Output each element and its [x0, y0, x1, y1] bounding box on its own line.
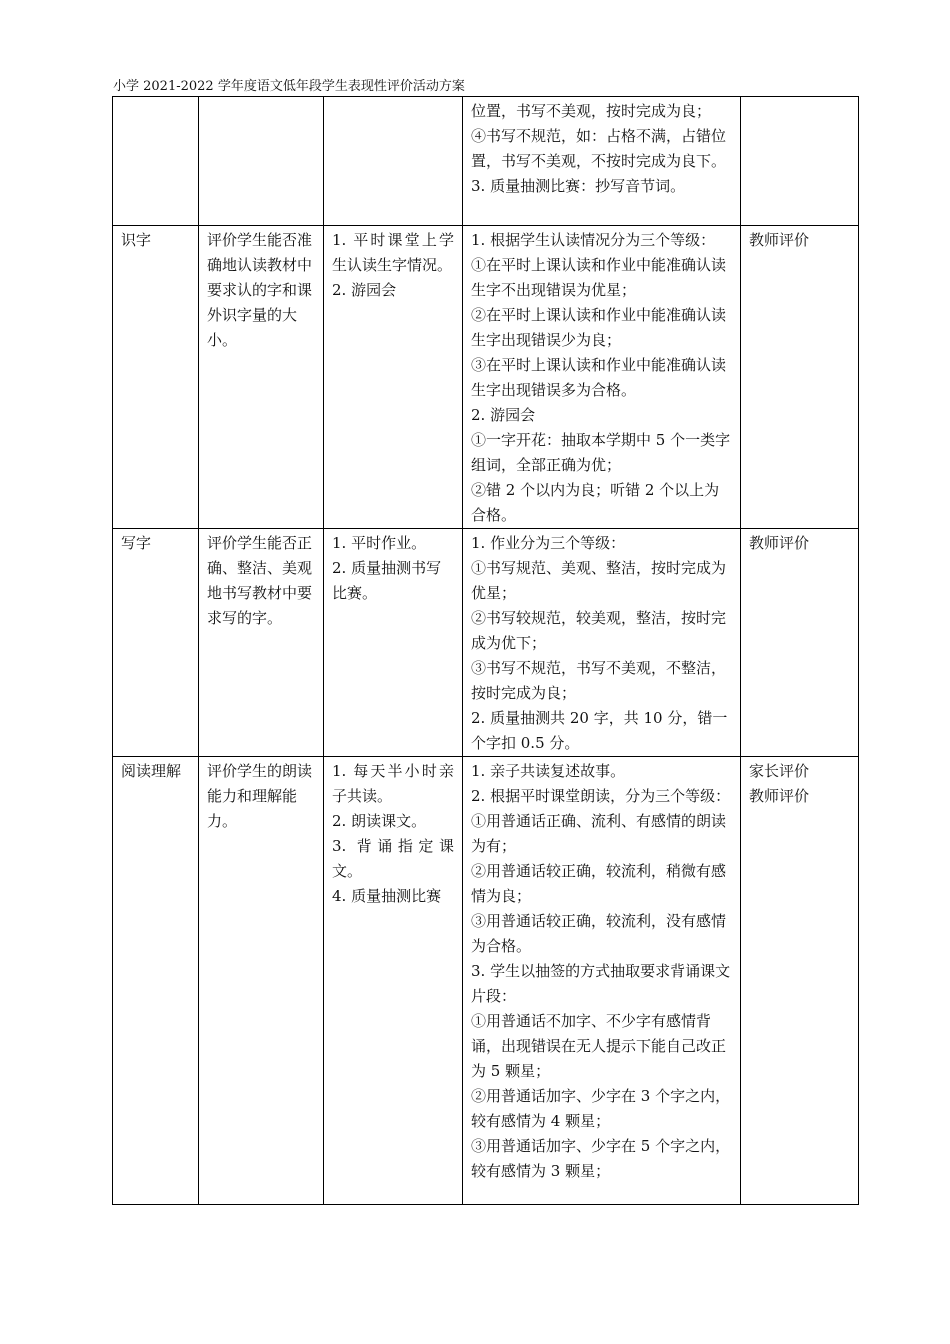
project-cell: 阅读理解	[113, 757, 199, 1205]
standard-line: 1. 根据学生认读情况分为三个等级：	[471, 231, 716, 249]
evaluator-cell	[741, 97, 859, 226]
standard-line: ③用普通话加字、少字在 5 个字之内，较有感情为 3 颗星；	[471, 1137, 731, 1180]
method-line: 1. 平时课堂上学生认读生字情况。	[332, 231, 454, 274]
standard-line: ②错 2 个以内为良；听错 2 个以上为合格。	[471, 481, 720, 524]
standard-line: 2. 质量抽测共 20 字，共 10 分，错一个字扣 0.5 分。	[471, 709, 728, 752]
standard-line: ②用普通话加字、少字在 3 个字之内，较有感情为 4 颗星；	[471, 1087, 731, 1130]
standard-line: 1. 亲子共读复述故事。	[471, 762, 626, 780]
method-cell	[324, 757, 463, 1205]
goal-cell: 评价学生能否准确地认读教材中要求认的字和课外识字量的大小。	[199, 226, 324, 529]
standard-line: 3. 质量抽测比赛：抄写音节词。	[471, 177, 686, 195]
evaluator-cell	[741, 529, 859, 757]
goal-cell: 评价学生能否正确、整洁、美观地书写教材中要求写的字。	[199, 529, 324, 757]
standard-line: ③在平时上课认读和作业中能准确认读生字出现错误多为合格。	[471, 356, 727, 399]
standard-cell	[463, 757, 741, 1205]
table-row	[113, 97, 859, 226]
project-cell: 写字	[113, 529, 199, 757]
standard-line: ②用普通话较正确，较流利，稍微有感情为良；	[471, 862, 727, 905]
standard-line: ①一字开花：抽取本学期中 5 个一类字组词，全部正确为优；	[471, 431, 731, 474]
method-cell	[324, 226, 463, 529]
method-line: 1. 平时作业。	[332, 534, 427, 552]
standard-line: ③书写不规范，书写不美观，不整洁，按时完成为良；	[471, 659, 727, 702]
standard-line: ①在平时上课认读和作业中能准确认读生字不出现错误为优星；	[471, 256, 727, 299]
evaluator-line: 教师评价	[749, 787, 810, 805]
evaluator-line: 教师评价	[749, 231, 810, 249]
method-line: 1. 每天半小时亲子共读。	[332, 762, 454, 805]
table-row	[113, 226, 859, 529]
method-line: 2. 游园会	[332, 281, 397, 299]
method-line: 4. 质量抽测比赛	[332, 887, 442, 905]
standard-line: 1. 作业分为三个等级：	[471, 534, 626, 552]
project-cell	[113, 97, 199, 226]
evaluator-cell	[741, 757, 859, 1205]
standard-cell	[463, 529, 741, 757]
table-row	[113, 757, 859, 1205]
evaluation-table	[112, 96, 859, 1205]
evaluator-line: 教师评价	[749, 534, 810, 552]
evaluator-cell	[741, 226, 859, 529]
page-header: 小学 2021-2022 学年度语文低年段学生表现性评价活动方案	[113, 79, 465, 94]
standard-line: 位置，书写不美观，按时完成为良；	[471, 102, 712, 120]
method-cell	[324, 529, 463, 757]
method-line: 2. 朗读课文。	[332, 812, 427, 830]
method-line: 3. 背诵指定课文。	[332, 837, 454, 880]
standard-cell	[463, 226, 741, 529]
method-line: 2. 质量抽测书写比赛。	[332, 559, 442, 602]
standard-line: ③用普通话较正确，较流利，没有感情为合格。	[471, 912, 727, 955]
project-cell: 识字	[113, 226, 199, 529]
standard-line: ②在平时上课认读和作业中能准确认读生字出现错误少为良；	[471, 306, 727, 349]
standard-line: ①用普通话正确、流利、有感情的朗读为有；	[471, 812, 727, 855]
method-cell	[324, 97, 463, 226]
evaluator-line: 家长评价	[749, 762, 810, 780]
standard-line: 3. 学生以抽签的方式抽取要求背诵课文片段：	[471, 962, 731, 1005]
standard-line: ①书写规范、美观、整洁，按时完成为优星；	[471, 559, 727, 602]
goal-cell	[199, 97, 324, 226]
standard-line: ①用普通话不加字、不少字有感情背诵，出现错误在无人提示下能自己改正为 5 颗星；	[471, 1012, 727, 1080]
standard-line: 2. 游园会	[471, 406, 536, 424]
goal-cell: 评价学生的朗读能力和理解能力。	[199, 757, 324, 1205]
standard-line: 2. 根据平时课堂朗读，分为三个等级：	[471, 787, 731, 805]
standard-line: ②书写较规范，较美观，整洁，按时完成为优下；	[471, 609, 727, 652]
standard-cell	[463, 97, 741, 226]
standard-line: ④书写不规范，如：占格不满，占错位置，书写不美观，不按时完成为良下。	[471, 127, 727, 170]
table-row	[113, 529, 859, 757]
